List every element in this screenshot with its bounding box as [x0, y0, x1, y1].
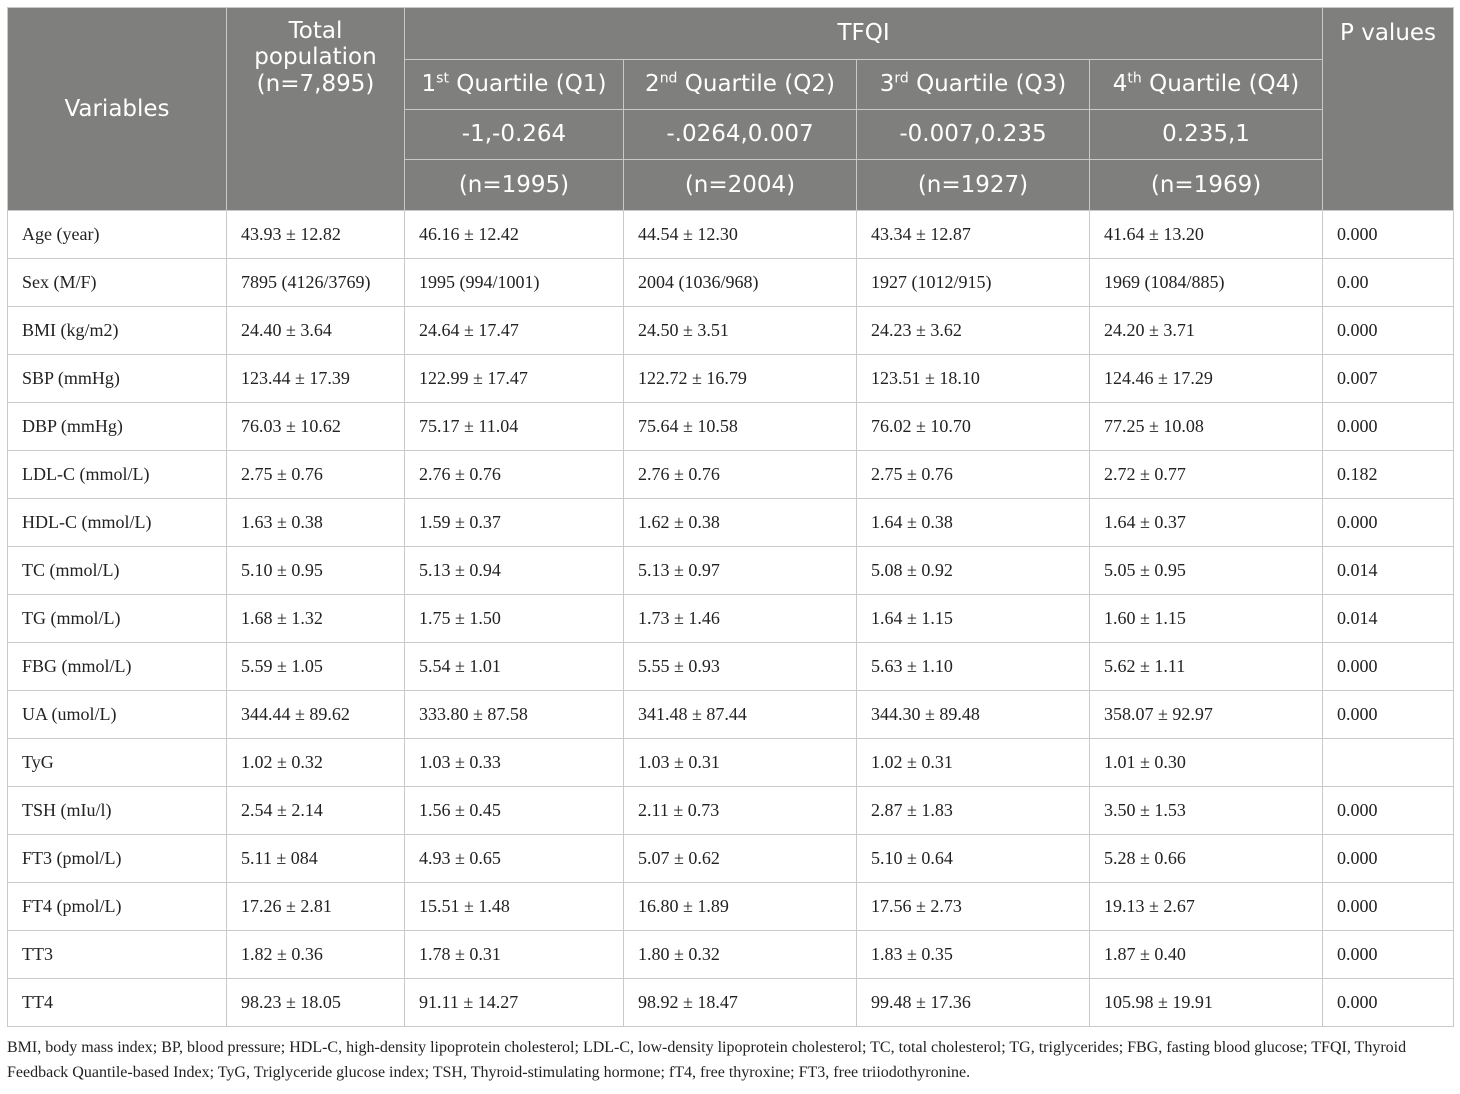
- cell-q1: 1995 (994/1001): [405, 259, 624, 307]
- table-footnote: BMI, body mass index; BP, blood pressure; HDL-C, high-density lipoprotein cholesterol; LDL-C, low-density lipoprotein cholesterol; TC, total cholesterol; TG, triglycerides; FBG, fasting blood glucose; TFQI, Thyroid Feedback Quantile-based Index; TyG, Triglyceride glucose index; TSH, Thyroid-stimulating hormone; fT4, free thyroxine; FT3, free triiodothyronine.: [7, 1039, 1407, 1081]
- cell-variable: UA (umol/L): [8, 691, 227, 739]
- cell-q3: 5.63 ± 1.10: [857, 643, 1090, 691]
- cell-q1: 5.54 ± 1.01: [405, 643, 624, 691]
- cell-q4: 5.62 ± 1.11: [1090, 643, 1323, 691]
- cell-q4: 5.28 ± 0.66: [1090, 835, 1323, 883]
- header-n-q3: (n=1927): [857, 160, 1090, 211]
- cell-variable: TyG: [8, 739, 227, 787]
- table-row: [8, 595, 1454, 643]
- cell-q1: 122.99 ± 17.47: [405, 355, 624, 403]
- table-row: [8, 259, 1454, 307]
- cell-p-value: 0.000: [1323, 403, 1454, 451]
- header-range-q4: 0.235,1: [1090, 110, 1323, 160]
- cell-variable: DBP (mmHg): [8, 403, 227, 451]
- table-row: [8, 739, 1454, 787]
- cell-q1: 1.59 ± 0.37: [405, 499, 624, 547]
- table-row: [8, 451, 1454, 499]
- header-total-line1: Total: [288, 18, 343, 44]
- cell-variable: FT3 (pmol/L): [8, 835, 227, 883]
- cell-p-value: 0.000: [1323, 931, 1454, 979]
- cell-variable: LDL-C (mmol/L): [8, 451, 227, 499]
- cell-total: 344.44 ± 89.62: [227, 691, 405, 739]
- cell-p-value: 0.000: [1323, 499, 1454, 547]
- table-row: [8, 643, 1454, 691]
- cell-q1: 24.64 ± 17.47: [405, 307, 624, 355]
- header-quartile-2: 2nd Quartile (Q2): [624, 60, 857, 110]
- header-n-q4: (n=1969): [1090, 160, 1323, 211]
- cell-total: 43.93 ± 12.82: [227, 211, 405, 259]
- cell-q3: 99.48 ± 17.36: [857, 979, 1090, 1027]
- cell-total: 5.11 ± 084: [227, 835, 405, 883]
- cell-q4: 3.50 ± 1.53: [1090, 787, 1323, 835]
- header-n-q1: (n=1995): [405, 160, 624, 211]
- header-quartile-1: 1st Quartile (Q1): [405, 60, 624, 110]
- cell-q2: 2004 (1036/968): [624, 259, 857, 307]
- cell-variable: BMI (kg/m2): [8, 307, 227, 355]
- cell-variable: TG (mmol/L): [8, 595, 227, 643]
- cell-q3: 5.10 ± 0.64: [857, 835, 1090, 883]
- table-row: [8, 835, 1454, 883]
- table-container: [7, 7, 1453, 1085]
- cell-variable: TC (mmol/L): [8, 547, 227, 595]
- cell-q1: 91.11 ± 14.27: [405, 979, 624, 1027]
- cell-q3: 2.87 ± 1.83: [857, 787, 1090, 835]
- cell-variable: TSH (mIu/l): [8, 787, 227, 835]
- cell-q1: 1.03 ± 0.33: [405, 739, 624, 787]
- cell-q2: 341.48 ± 87.44: [624, 691, 857, 739]
- cell-total: 98.23 ± 18.05: [227, 979, 405, 1027]
- table-body: [8, 211, 1454, 1027]
- cell-p-value: 0.014: [1323, 595, 1454, 643]
- cell-q1: 333.80 ± 87.58: [405, 691, 624, 739]
- table-row: [8, 931, 1454, 979]
- cell-q1: 4.93 ± 0.65: [405, 835, 624, 883]
- cell-total: 2.54 ± 2.14: [227, 787, 405, 835]
- cell-p-value: 0.000: [1323, 211, 1454, 259]
- cell-q3: 1.02 ± 0.31: [857, 739, 1090, 787]
- table-row: [8, 307, 1454, 355]
- cell-total: 24.40 ± 3.64: [227, 307, 405, 355]
- cell-q1: 1.56 ± 0.45: [405, 787, 624, 835]
- header-quartile-3: 3rd Quartile (Q3): [857, 60, 1090, 110]
- cell-q3: 17.56 ± 2.73: [857, 883, 1090, 931]
- cell-total: 1.63 ± 0.38: [227, 499, 405, 547]
- cell-q3: 5.08 ± 0.92: [857, 547, 1090, 595]
- cell-q2: 24.50 ± 3.51: [624, 307, 857, 355]
- cell-q2: 5.07 ± 0.62: [624, 835, 857, 883]
- cell-total: 2.75 ± 0.76: [227, 451, 405, 499]
- table-row: [8, 979, 1454, 1027]
- cell-q3: 76.02 ± 10.70: [857, 403, 1090, 451]
- cell-q2: 16.80 ± 1.89: [624, 883, 857, 931]
- header-n-q2: (n=2004): [624, 160, 857, 211]
- cell-p-value: 0.000: [1323, 979, 1454, 1027]
- cell-total: 1.68 ± 1.32: [227, 595, 405, 643]
- cell-q3: 43.34 ± 12.87: [857, 211, 1090, 259]
- cell-p-value: 0.000: [1323, 883, 1454, 931]
- cell-total: 1.02 ± 0.32: [227, 739, 405, 787]
- cell-total: 5.10 ± 0.95: [227, 547, 405, 595]
- cell-q3: 123.51 ± 18.10: [857, 355, 1090, 403]
- cell-total: 17.26 ± 2.81: [227, 883, 405, 931]
- cell-q4: 2.72 ± 0.77: [1090, 451, 1323, 499]
- cell-q1: 1.75 ± 1.50: [405, 595, 624, 643]
- cell-p-value: 0.000: [1323, 787, 1454, 835]
- cell-q1: 75.17 ± 11.04: [405, 403, 624, 451]
- table-row: [8, 547, 1454, 595]
- cell-variable: SBP (mmHg): [8, 355, 227, 403]
- cell-p-value: [1323, 739, 1454, 787]
- cell-q4: 19.13 ± 2.67: [1090, 883, 1323, 931]
- cell-variable: FBG (mmol/L): [8, 643, 227, 691]
- cell-q4: 1.60 ± 1.15: [1090, 595, 1323, 643]
- header-range-q2: -.0264,0.007: [624, 110, 857, 160]
- header-range-q3: -0.007,0.235: [857, 110, 1090, 160]
- cell-q2: 1.73 ± 1.46: [624, 595, 857, 643]
- cell-variable: HDL-C (mmol/L): [8, 499, 227, 547]
- header-range-q1: -1,-0.264: [405, 110, 624, 160]
- cell-q3: 344.30 ± 89.48: [857, 691, 1090, 739]
- cell-q4: 1.64 ± 0.37: [1090, 499, 1323, 547]
- header-total-line3: (n=7,895): [256, 70, 375, 97]
- cell-p-value: 0.014: [1323, 547, 1454, 595]
- table-header: [8, 8, 1454, 211]
- cell-q2: 1.62 ± 0.38: [624, 499, 857, 547]
- header-tfqi: TFQI: [405, 8, 1323, 60]
- data-table: [7, 7, 1454, 1027]
- cell-q1: 2.76 ± 0.76: [405, 451, 624, 499]
- cell-q3: 24.23 ± 3.62: [857, 307, 1090, 355]
- cell-variable: Age (year): [8, 211, 227, 259]
- cell-q3: 1.64 ± 1.15: [857, 595, 1090, 643]
- cell-q2: 98.92 ± 18.47: [624, 979, 857, 1027]
- cell-q3: 2.75 ± 0.76: [857, 451, 1090, 499]
- cell-q2: 44.54 ± 12.30: [624, 211, 857, 259]
- table-row: [8, 211, 1454, 259]
- cell-variable: Sex (M/F): [8, 259, 227, 307]
- cell-q2: 2.11 ± 0.73: [624, 787, 857, 835]
- cell-p-value: 0.007: [1323, 355, 1454, 403]
- cell-q4: 1969 (1084/885): [1090, 259, 1323, 307]
- cell-total: 123.44 ± 17.39: [227, 355, 405, 403]
- cell-q3: 1.64 ± 0.38: [857, 499, 1090, 547]
- cell-q2: 5.55 ± 0.93: [624, 643, 857, 691]
- table-row: [8, 355, 1454, 403]
- cell-total: 7895 (4126/3769): [227, 259, 405, 307]
- cell-q3: 1927 (1012/915): [857, 259, 1090, 307]
- cell-q4: 24.20 ± 3.71: [1090, 307, 1323, 355]
- cell-q4: 124.46 ± 17.29: [1090, 355, 1323, 403]
- cell-q2: 75.64 ± 10.58: [624, 403, 857, 451]
- cell-q4: 105.98 ± 19.91: [1090, 979, 1323, 1027]
- cell-p-value: 0.000: [1323, 643, 1454, 691]
- cell-q1: 15.51 ± 1.48: [405, 883, 624, 931]
- cell-q4: 77.25 ± 10.08: [1090, 403, 1323, 451]
- cell-p-value: 0.182: [1323, 451, 1454, 499]
- cell-variable: FT4 (pmol/L): [8, 883, 227, 931]
- cell-p-value: 0.00: [1323, 259, 1454, 307]
- header-quartile-4: 4th Quartile (Q4): [1090, 60, 1323, 110]
- cell-variable: TT3: [8, 931, 227, 979]
- cell-p-value: 0.000: [1323, 307, 1454, 355]
- cell-q2: 122.72 ± 16.79: [624, 355, 857, 403]
- cell-total: 5.59 ± 1.05: [227, 643, 405, 691]
- table-row: [8, 403, 1454, 451]
- cell-q1: 1.78 ± 0.31: [405, 931, 624, 979]
- table-row: [8, 499, 1454, 547]
- cell-p-value: 0.000: [1323, 835, 1454, 883]
- cell-q1: 5.13 ± 0.94: [405, 547, 624, 595]
- header-total-population: [227, 8, 405, 211]
- cell-q4: 41.64 ± 13.20: [1090, 211, 1323, 259]
- header-p-values: P values: [1323, 8, 1454, 211]
- cell-q2: 2.76 ± 0.76: [624, 451, 857, 499]
- cell-q4: 1.87 ± 0.40: [1090, 931, 1323, 979]
- cell-q3: 1.83 ± 0.35: [857, 931, 1090, 979]
- cell-variable: TT4: [8, 979, 227, 1027]
- cell-q4: 1.01 ± 0.30: [1090, 739, 1323, 787]
- cell-q4: 5.05 ± 0.95: [1090, 547, 1323, 595]
- cell-q1: 46.16 ± 12.42: [405, 211, 624, 259]
- header-total-line2: population: [254, 44, 377, 71]
- cell-total: 1.82 ± 0.36: [227, 931, 405, 979]
- cell-q2: 5.13 ± 0.97: [624, 547, 857, 595]
- table-row: [8, 787, 1454, 835]
- cell-q2: 1.80 ± 0.32: [624, 931, 857, 979]
- cell-p-value: 0.000: [1323, 691, 1454, 739]
- cell-q4: 358.07 ± 92.97: [1090, 691, 1323, 739]
- header-variables: Variables: [8, 8, 227, 211]
- table-row: [8, 883, 1454, 931]
- cell-q2: 1.03 ± 0.31: [624, 739, 857, 787]
- cell-total: 76.03 ± 10.62: [227, 403, 405, 451]
- table-row: [8, 691, 1454, 739]
